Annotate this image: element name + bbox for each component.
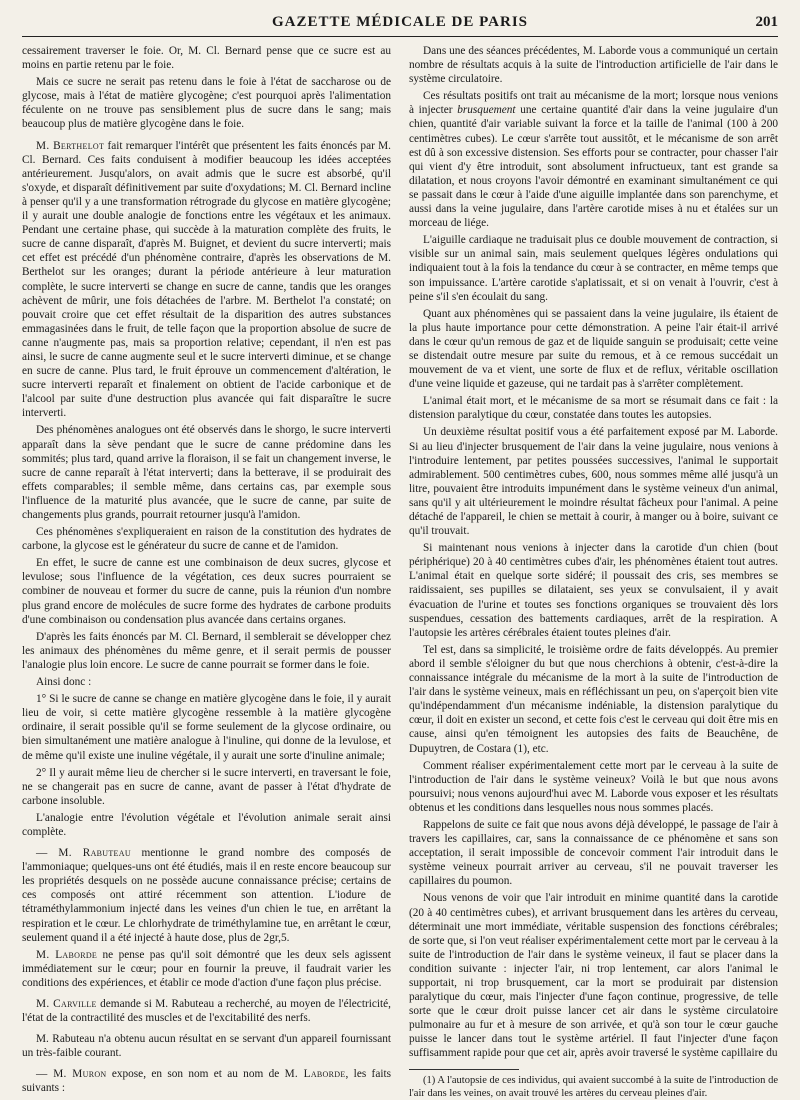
paragraph (22, 1067, 391, 1095)
left-column (22, 44, 392, 1095)
speaker-name: — M. Rabuteau (36, 847, 131, 860)
footnote-divider (409, 1069, 519, 1070)
paragraph: L'animal était mort, et le mécanisme de sa mort se résumait dans ce fait : la distension paralytique du cœur, constatée dans toutes les autopsies. (409, 395, 778, 422)
paragraph: Dans une des séances précédentes, M. Laborde vous a communiqué un certain nombre de résultats acquis à la suite de l'introduction artificielle de l'air dans le système circulatoire. (409, 45, 778, 86)
paragraph-text: expose, en son nom et au nom de (106, 1068, 285, 1081)
paragraph: M. Rabuteau n'a obtenu aucun résultat en se servant d'un appareil fournissant un très-faible courant. (22, 1033, 391, 1060)
paragraph (22, 139, 391, 421)
page-number: 201 (755, 14, 778, 30)
paragraph: Tel est, dans sa simplicité, le troisième ordre de faits développés. Au premier abord il semble s'éloigner du but que nous cherchions à obtenir, c'est-à-dire la connaissance intégrale du mécanisme de la mort à la suite de l'introduction de l'air dans le système veineux, mais en réfléchissant un peu, on s'aperçoit bien vite qu'indépendamment d'un mécanisme indéniable, la distension paralytique du cœur, il doit en exister un second, et cette fois c'est le cerveau qui doit être mis en cause, ainsi qu'en témoignent les autopsies des faits de Beauchêne, de Dupuytren, de Costara (1), etc. (409, 643, 778, 755)
speaker-name: M. Laborde (284, 1068, 346, 1081)
text-columns (22, 44, 778, 1099)
paragraph: L'aiguille cardiaque ne traduisait plus ce double mouvement de contraction, si visible sur un animal sain, mais seulement quelques légères ondulations qui indiquaient tout à la fois la tendance du cœur à se contracter, en même temps que son impuissance. L'artère carotide s'aplatissait, et si on venait à l'ouvrir, c'est à peine s'il s'en écoulait du sang. (409, 234, 778, 303)
paragraph-text: une certaine quantité d'air dans la veine jugulaire d'un chien, quantité d'air variable suivant la force et la taille de l'animal (100 à 200 centimètres cubes). Le cœur s'arrête tout aussitôt, et le mécanisme de son arrêt est dû à son excessive distension. Ses efforts pour se contracter, pour chasser l'air qui vient d'y être introduit, sont absolument infructueux, tant est grande sa dilatation, et nous croyons l'avoir démontré en examinant simultanément ce qui se passait dans le cœur à l'aide d'une aiguille implantée dans son parenchyme, et aussi dans la veine jugulaire, dans l'artère carotide mises à nu et étalées sur un morceau de liége. (409, 104, 778, 230)
paragraph (409, 89, 778, 230)
paragraph-text: ne pense pas qu'il soit démontré que les deux sels agissent immédiatement sur le cœur; pour en fournir la preuve, il faudrait varier les conditions des expériences, et établir ce mode d'action d'une façon plus précise. (22, 948, 392, 989)
paragraph (22, 997, 391, 1025)
paragraph (22, 948, 391, 990)
right-column (409, 44, 778, 1099)
paragraph (22, 846, 391, 945)
paragraph-text: fait remarquer l'intérêt que présentent les faits énoncés par M. Cl. Bernard. Ces faits conduisent à modifier beaucoup les idées acceptées antérieurement. Jusqu'alors, on avait admis que le sucre est absorbé, qu'il s'oxyde, et disparaît définitivement par suite d'oxydations; M. Cl. Bernard incline à penser qu'il y a une transformation rétrograde du glycose en matière glycogène; il y aurait une double analogie de fonctions entre les végétaux et les animaux. Pendant une certaine phase, qui succède à la maturation complète des fruits, le sucre de canne disparaît, d'après M. Buignet, et devient du sucre interverti; mais cet effet est précédé d'un phénomène contraire, d'après les observations de M. Berthelot sur les oranges; durant la période antérieure à leur maturation complète, le sucre interverti se change en sucre de canne, tandis que les oranges achèvent de mûrir, une fois détachées de l'arbre. M. Berthelot l'a constaté; on pouvait croire que cet effet résultait de la disparition des autres substances emmagasinées dans le fruit, de telle façon que la proportion absolue de sucre de canne n'augmente pas, mais sa proportion relative; cependant, il n'en est pas ainsi, le sucre de canne augmente seul et le sucre interverti diminue, et se change en sucre de canne. Plus tard, le fruit éprouve un commencement d'altération, le sucre interverti reparaît et finalement on obtient de l'acide carbonique et de l'alcool par suite d'une destruction plus avancée qui fait disparaître le sucre interverti. (22, 139, 392, 420)
list-item: 1° Si le sucre de canne se change en matière glycogène dans le foie, il y aurait lieu de voir, si cette matière glycogène ressemble à la matière glycogène ordinaire, il serait possible qu'il se forme seulement de la glycose ordinaire, ou bien simultanément une matière analogue à l'inuline, qui donne de la levulose, et de même qu'il existe une inuline végétale, il y aurait une sorte d'inuline animale; (22, 693, 391, 762)
speaker-name: — M. Muron (36, 1068, 107, 1081)
paragraph: Nous venons de voir que l'air introduit en minime quantité dans la carotide (20 à 40 centimètres cubes), et arrivant brusquement dans les artères du cerveau, déterminait une mort immédiate, véritable suspension des fonctions cérébrales; de sorte que, si l'on veut réaliser expérimentalement cette mort par le cerveau à la suite de l'introduction de l'air dans le système veineux, il faut se placer dans la condition suivante : injecter l'air, ni trop lentement, car alors l'animal le supportait, ni trop brusquement, car la mort se produirait par distension paralytique du cœur, mais l'injecter d'une façon continue, progressive, de telle sorte que le cœur droit puisse lancer cet air dans le système circulatoire pulmonaire au fur et à mesure de son arrivée, et qu'à son tour le cœur gauche puisse le lancer dans tout le système artériel. Il faut l'injecter d'une façon suffisamment rapide pour que cet air, après avoir traversé le système capillaire du (409, 892, 778, 1060)
list-item: 2° Il y aurait même lieu de chercher si le sucre interverti, en traversant le foie, ne se changerait pas en sucre de canne, avant de passer à l'état d'hydrate de carbone insoluble. (22, 766, 391, 807)
paragraph: D'après les faits énoncés par M. Cl. Bernard, il semblerait se développer chez les animaux des phénomènes du même genre, et il serait permis de pousser l'analogie plus loin encore. Le sucre de canne pourrait se former dans le foie. (22, 630, 391, 671)
paragraph: Mais ce sucre ne serait pas retenu dans le foie à l'état de saccharose ou de glycose, mais à l'état de matière glycogène; c'est pourquoi après l'alimentation féculente on ne trouve pas sensiblement plus de sucre dans le sang; mais beaucoup plus de matière glycogène dans le foie. (22, 76, 391, 131)
journal-title: GAZETTE MÉDICALE DE PARIS (271, 14, 528, 30)
paragraph: En effet, le sucre de canne est une combinaison de deux sucres, glycose et levulose; sous l'influence de la végétation, ces deux sucres pourraient se combiner de nouveau et former du sucre de canne, puis la réunion d'un nombre plus grand encore de molécules de sucre forme des hydrates de carbone produits d'une combinaison ou condensation plus avancée dans certains organes. (22, 557, 391, 626)
paragraph: Ainsi donc : (36, 676, 92, 689)
emphasis-text: brusquement (457, 104, 516, 117)
speaker-name: M. Laborde (36, 948, 98, 961)
paragraph-text: , les faits suivants : (22, 1068, 392, 1095)
speaker-name: M. Carville (36, 998, 97, 1010)
paragraph: Quant aux phénomènes qui se passaient dans la veine jugulaire, ils étaient de la plus haute importance pour cette démonstration. A peine l'air était-il arrivé dans le cœur qu'un remous de gaz et de liquide sanguin se produisait; cette veine se distendait outre mesure par suite du remous, et à ce remous succédait un mouvement de va et vient, une sorte de flux et de reflux, véritable oscillation d'une veine liquide et gazeuse, qui ne tardait pas à s'arrêter complètement. (409, 307, 778, 391)
page-header (22, 14, 778, 37)
paragraph: cessairement traverser le foie. Or, M. Cl. Bernard pense que ce sucre est au moins en partie retenu par le foie. (22, 45, 391, 72)
footnote: (1) A l'autopsie de ces individus, qui avaient succombé à la suite de l'introduction de l'air dans les veines, on avait trouvé les artères du cerveau pleines d'air. (409, 1074, 778, 1099)
speaker-name: M. Berthelot (36, 139, 105, 152)
paragraph: Rappelons de suite ce fait que nous avons déjà développé, le passage de l'air à travers les capillaires, car, sans la connaissance de ce phénomène et sans son acceptation, il serait impossible de concevoir comment l'air introduit dans le système veineux pourrait arriver au cerveau, s'il ne pouvait traverser les capillaires du poumon. (409, 818, 778, 888)
paragraph-text: demande si M. Rabuteau a recherché, au moyen de l'électricité, l'état de la contractilité des muscles et de l'excitabilité des nerfs. (22, 998, 391, 1025)
paragraph: Comment réaliser expérimentalement cette mort par le cerveau à la suite de l'introduction de l'air dans le système veineux? Voilà le but que nous avons poursuivi; nous venons aujourd'hui avec M. Laborde vous exposer et les résultats obtenus et les conditions dans lesquelles nous nous sommes placés. (409, 759, 778, 814)
paragraph-text: Ces résultats positifs ont trait au mécanisme de la mort; lorsque nous venions à injecter (409, 90, 778, 117)
paragraph: L'analogie entre l'évolution végétale et l'évolution animale serait ainsi complète. (22, 811, 391, 838)
paragraph-text: mentionne le grand nombre des composés de l'ammoniaque; quelques-uns ont été étudiés, mais il en reste encore beaucoup sur les propriétés desquels on ne possède aucune connaissance précise; certains de ces composés ont attiré récemment son attention. L'iodure de tétraméthylammonium injecté dans les veines d'un chien le tue, en arrêtant la respiration et le cœur. Le chlorhydrate de triméthylamine tue, en arrêtant le cœur, seulement quand il a été injecté à haute dose, plus de 2gr,5. (22, 847, 392, 944)
paragraph: Si maintenant nous venions à injecter dans la carotide d'un chien (bout périphérique) 20 à 40 centimètres cubes d'air, les phénomènes étaient tout autres. L'animal était en quelque sorte sidéré; il poussait des cris, ses membres se raidissaient, ses pupilles se dilataient, ses yeux se convulsaient, il y avait évacuation de l'urine et toutes ses fonctions organiques se trouvaient dès lors suspendues, cessation des battements cardiaques, arrêt de la respiration. A l'autopsie les artères cérébrales étaient toutes pleines d'air. (409, 542, 778, 639)
paragraph: Ces phénomènes s'expliqueraient en raison de la constitution des hydrates de carbone, la glycose est le générateur du sucre de canne et de l'amidon. (22, 526, 391, 553)
paragraph: Des phénomènes analogues ont été observés dans le shorgo, le sucre interverti apparaît dans la sève pendant que le sucre de canne prédomine dans les sommités; plus tard, quand arrive la floraison, il se fait un changement inverse, le sucre de canne reparaît à l'état interverti; dans la betterave, il se produirait des effets comparables; il semble même, dans certains cas, par exemple sous l'influence de la maturité plus avancée, que le sucre de canne, par suite de changements plus grands, pourrait retourner jusqu'à l'amidon. (22, 424, 391, 521)
paragraph: Un deuxième résultat positif vous a été parfaitement exposé par M. Laborde. Si au lieu d'injecter brusquement de l'air dans la veine jugulaire, nous venions à l'introduire lentement, par petites poussées successives, l'animal le supportait admirablement. 500 centimètres cubes, 600, nous sommes même allé jusqu'à un litre, pouvaient être introduits impunément dans le système veineux d'un animal, sans qu'il y ait ultérieurement le moindre résultat fâcheux pour l'animal. A peine détaché de l'appareil, le chien se mettait à courir, à manger ou à boire, suivant ce qu'il trouvait. (409, 426, 778, 538)
